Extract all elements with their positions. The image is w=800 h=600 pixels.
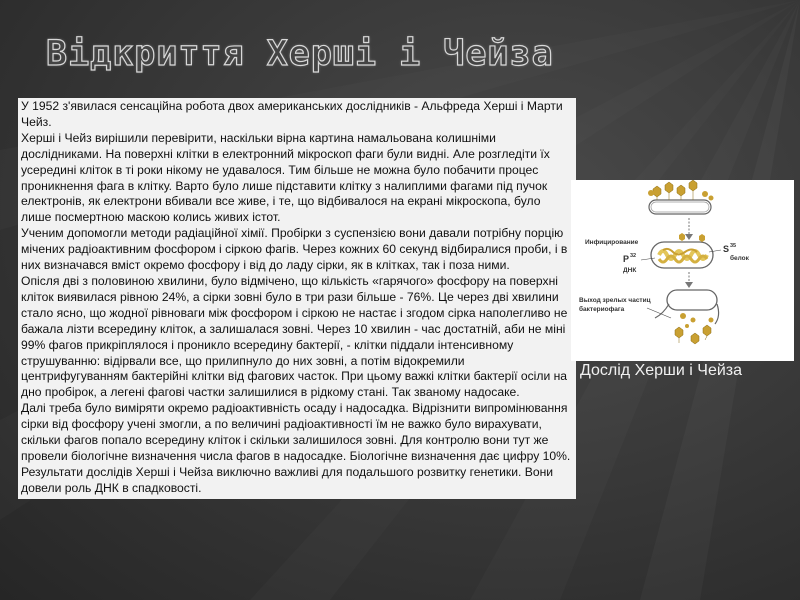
paragraph-2: Херші і Чейз вирішили перевірити, наскільки вірна картина намальована колишніми дослідниками. На поверхні клітки в електронний мікроскоп фаги були видні. Але розгледіти їх усередині кліток в ті роки нікому не удавалося. Тим більше не можна було побачити процес проникнення фага в клітку. Варто було лише підставити клітку з налиплими фагами під пучок електронів, як електрони вбивали все живе, і те, що відбивалося на екрані мікроскопа, було лише посмертною маскою колись живих істот. (21, 130, 550, 225)
label-s35: S (723, 244, 730, 254)
label-dna: ДНК (623, 267, 637, 274)
label-release-line-2: бактериофага (579, 306, 625, 313)
arrow-down-icon (685, 218, 693, 240)
hershey-chase-diagram (571, 180, 794, 361)
paragraph-1: У 1952 з'явилася сенсаційна робота двох американських дослідників - Альфреда Херші і Марти Чейз. (21, 99, 563, 129)
label-protein: белок (730, 255, 749, 262)
paragraph-5: Далі треба було виміряти окремо радіоактивність осаду і надосадка. Відрізнити випромінювання сірки від фосфору учені змогли, а по величині радіоактивності їм не важко було вирахувати, скільки фагов попало всередину кліток і скільки залишилося зовні. Для контролю вони тут же провели біологічне визначення числа фагов в надосадке. Біологічне визначення дає цифру 10%. (21, 401, 571, 463)
label-s35-sup: 35 (730, 243, 737, 249)
label-infection: Инфицирование (585, 239, 639, 246)
infected-cell (641, 233, 721, 268)
arrow-down-icon (685, 272, 693, 288)
cell-with-attached-phages (648, 180, 714, 214)
label-p32-sup: 32 (630, 253, 637, 259)
paragraph-6: Результати дослідів Херші і Чейза виключно важливі для подальшого розвитку генетики. Вони довели роль ДНК в спадковості. (21, 464, 554, 495)
label-p32: P (623, 254, 630, 264)
figure-caption: Дослід Херши і Чейза (580, 362, 743, 379)
lysed-cell (647, 290, 719, 344)
paragraph-3: Ученим допомогли методи радіаційної хімії. Пробірки з суспензією вони давали потрібну порцію мічених радіоактивним фосфором і сіркою фагів. Через кожних 60 секунд відбиралися проби, і в них визначався вміст окремо фосфору і від до ладу сірки, як в клітках, так і поза ними. (21, 226, 568, 273)
diagram-svg (571, 180, 794, 361)
label-release-line-1: Выход зрелых частиц (579, 297, 651, 304)
slide-title: Відкриття Херші і Чейза (46, 34, 554, 74)
paragraph-4: Опісля дві з половиною хвилини, було відмічено, що кількість «гарячого» фосфору на поверхні кліток виявилася рівною 24%, а сірки зовні було в три рази більше - 76%. Це через дві хвилини стало ясно, що жодної рівноваги між фосфором і сіркою не настає і згодом сірка наполегливо не бажала лізти всередину кліток, а залишалася зовні. Через 10 хвилин - час достатній, аби не міні 99% фагов прикріплялося і проникло всередину бактерії, - клітки піддали інтенсивному струшуванню: відірвали все, що прилипнуло до них зовні, а потім відокремили центрифугуванням бактерійні клітки від фагових часток. При цьому важкі клітки бактерії осіли на дно пробірок, а легені фагові частки залишилися в рідкому стані. Так званому надосаке. (21, 273, 568, 400)
body-text (18, 98, 576, 499)
